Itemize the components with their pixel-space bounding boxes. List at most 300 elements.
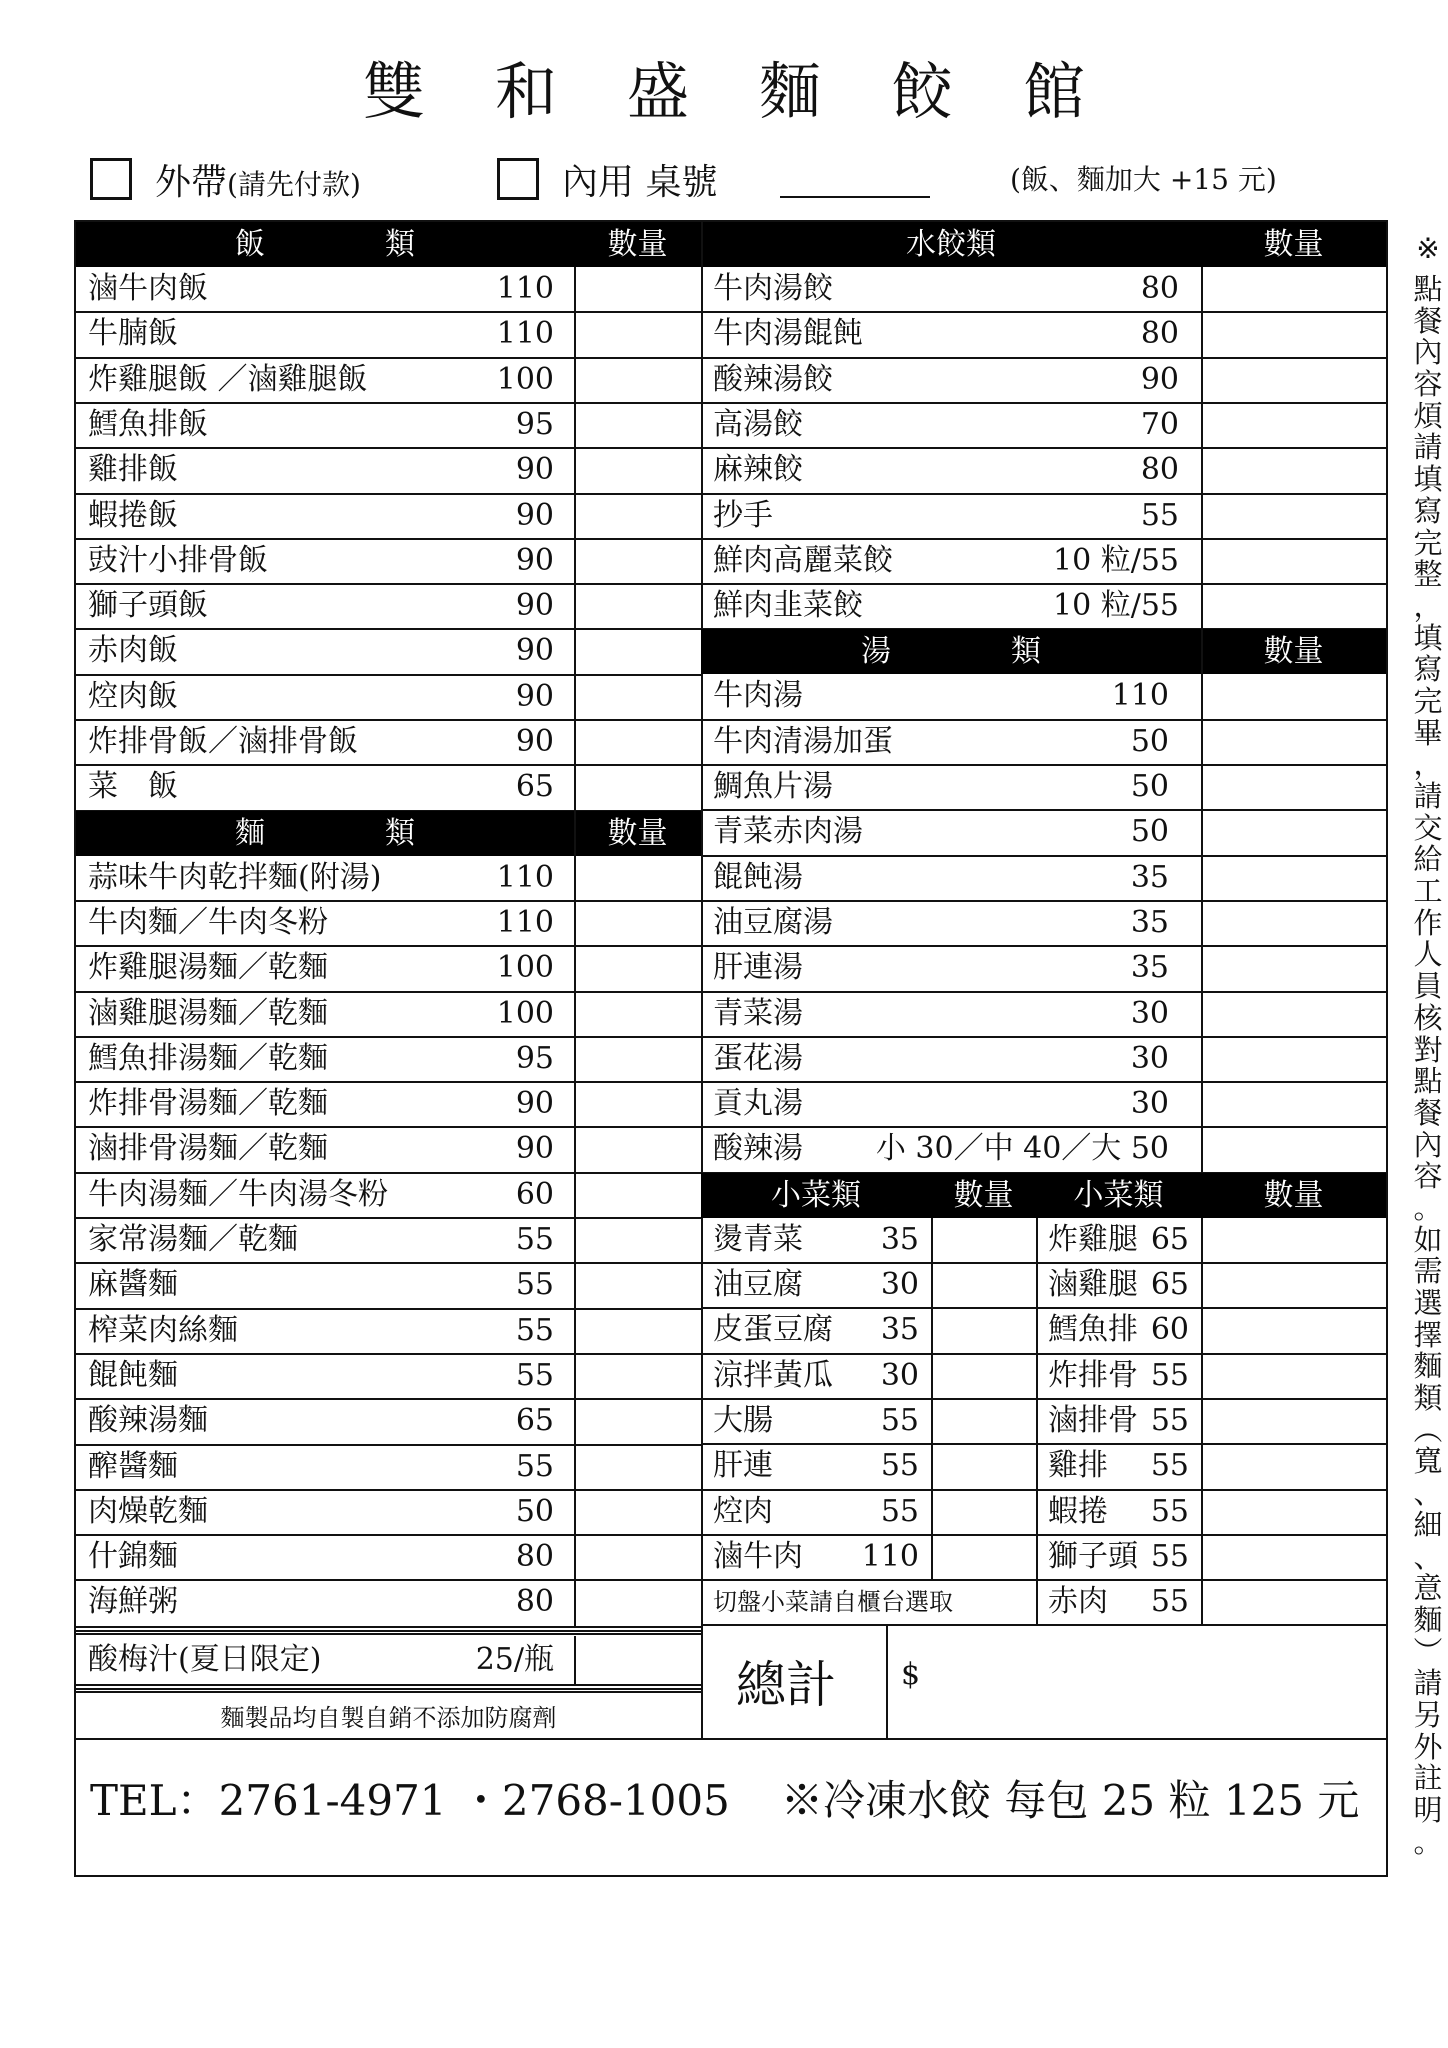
dumpling-item-price: 80 [1140, 316, 1179, 352]
sides-b-item [1036, 1580, 1201, 1624]
sides-note: 切盤小菜請自櫃台選取 [713, 1588, 953, 1617]
note-char: 對 [1413, 1032, 1443, 1067]
noodle-item-price: 55 [515, 1448, 554, 1484]
soup-item-price: 30 [1130, 1040, 1169, 1076]
rice-item-price: 90 [515, 724, 554, 759]
divider [76, 1691, 701, 1693]
order-form [74, 220, 1443, 1877]
soup-item-price: 35 [1130, 859, 1169, 895]
noodle-item-name: 炸雞腿湯麵／乾麵 [88, 950, 328, 986]
noodle-item-name: 鱈魚排湯麵／乾麵 [88, 1040, 328, 1076]
dumpling-item-name: 高湯餃 [713, 406, 803, 442]
soup-item-name: 青菜赤肉湯 [713, 814, 863, 850]
sides-b-item-name: 雞排 [1048, 1448, 1108, 1484]
total-divider [886, 1625, 888, 1737]
note-char: 另 [1413, 1697, 1443, 1732]
dumpling-item-name: 鮮肉韭菜餃 [713, 588, 863, 624]
note-char: 選 [1413, 1286, 1443, 1320]
note-char: 人 [1413, 937, 1443, 972]
noodle-item [76, 1580, 574, 1624]
sides-a-item [701, 1490, 931, 1534]
noodle-item-name: 什錦麵 [88, 1539, 178, 1575]
takeout-label: 外帶 [155, 162, 228, 203]
sides-a-item-name: 燙青菜 [713, 1221, 803, 1257]
sides-a-item-name: 肝連 [713, 1448, 773, 1484]
total-currency: $ [901, 1657, 921, 1693]
sides-a-header: 小菜類 [701, 1173, 931, 1218]
soup-item-price: 35 [1130, 904, 1169, 940]
dumpling-item [701, 584, 1201, 628]
noodle-item [76, 1309, 574, 1353]
divider [76, 1630, 701, 1632]
dumpling-item-price: 80 [1140, 452, 1179, 488]
soup-item [701, 856, 1201, 900]
note-char: 工 [1413, 874, 1443, 909]
sides-b-item [1036, 1263, 1201, 1307]
noodle-item-price: 60 [515, 1176, 554, 1212]
sides-b-item [1036, 1308, 1201, 1352]
noodle-item-name: 麻醬麵 [88, 1267, 178, 1303]
right-qty-column [1201, 267, 1203, 1173]
divider [76, 1684, 701, 1686]
sides-a-item [701, 1218, 931, 1262]
note-char: ， [1413, 588, 1443, 623]
divider [701, 1579, 1386, 1581]
sides-a-item [701, 1444, 931, 1488]
rice-item-price: 110 [496, 316, 554, 352]
rice-item [76, 448, 574, 492]
noodle-item [76, 946, 574, 990]
note-char: 寬 [1413, 1444, 1443, 1479]
note-char: 寫 [1413, 493, 1443, 528]
drink-qty-column [574, 1636, 576, 1684]
soup-item-name: 油豆腐湯 [713, 904, 833, 940]
soup-header: 湯 類 [701, 629, 1201, 674]
sides-a-item-name: 焢肉 [713, 1493, 773, 1529]
noodle-item-name: 炸排骨湯麵／乾麵 [88, 1086, 328, 1122]
rice-item-name: 雞排飯 [88, 452, 178, 488]
soup-item [701, 765, 1201, 809]
rice-item [76, 312, 574, 356]
noodle-item-price: 55 [515, 1222, 554, 1257]
sides-a-item-price: 35 [880, 1312, 919, 1348]
divider [701, 1443, 1386, 1445]
sides-b-item [1036, 1218, 1201, 1262]
sides-a-item-price: 110 [861, 1538, 919, 1574]
soup-item-price: 50 [1130, 769, 1169, 804]
sides-a-item [701, 1308, 931, 1352]
note-char: ， [1413, 747, 1443, 782]
sides-b-item-name: 獅子頭 [1048, 1538, 1138, 1574]
note-char: 點 [1413, 272, 1443, 306]
sides-b-item [1036, 1399, 1201, 1443]
noodle-item-price: 95 [515, 1040, 554, 1076]
dumpling-item-price: 10 粒/55 [1053, 542, 1179, 578]
sides-b-item-name: 炸排骨 [1048, 1357, 1138, 1393]
takeout-checkbox[interactable] [90, 158, 132, 200]
note-char: 、 [1413, 1539, 1443, 1574]
sides-b-item-price: 65 [1150, 1267, 1189, 1302]
sides-b-qty-column [1201, 1218, 1203, 1626]
soup-item-price: 30 [1130, 995, 1169, 1031]
sides-b-item-price: 55 [1150, 1493, 1189, 1529]
note-char: 需 [1413, 1254, 1443, 1289]
noodle-item-price: 100 [496, 950, 554, 986]
dumpling-qty-header: 數量 [1201, 222, 1386, 267]
divider [701, 1307, 1386, 1309]
rice-item-name: 鱈魚排飯 [88, 406, 208, 442]
sides-b-item-price: 55 [1150, 1402, 1189, 1438]
noodle-item-name: 牛肉麵／牛肉冬粉 [88, 904, 328, 940]
table-number-field[interactable] [780, 196, 930, 198]
note-char: 請 [1413, 430, 1443, 465]
rice-item-name: 炸雞腿飯 ／滷雞腿飯 [88, 361, 368, 397]
noodle-item-price: 55 [515, 1267, 554, 1303]
note-vertical-text [1388, 274, 1448, 1864]
rice-item-price: 90 [515, 452, 554, 488]
note-char: 寫 [1413, 652, 1443, 687]
note-char: 、 [1413, 1476, 1443, 1511]
soup-item-name: 酸辣湯 [713, 1131, 803, 1167]
noodle-item [76, 1445, 574, 1489]
dumpling-item [701, 267, 1201, 311]
note-char: 內 [1413, 1127, 1443, 1162]
sides-b-item [1036, 1354, 1201, 1398]
dumpling-header: 水餃類 [701, 222, 1201, 267]
note-char: 。 [1413, 1824, 1443, 1859]
dumpling-item-name: 牛肉湯餃 [713, 271, 833, 306]
dumpling-item [701, 539, 1201, 583]
sides-b-item-name: 蝦捲 [1048, 1493, 1108, 1529]
note-char: 如 [1413, 1222, 1443, 1257]
note-char: 點 [1413, 1064, 1443, 1099]
sides-b-item-name: 赤肉 [1048, 1584, 1108, 1620]
sides-b-column [1036, 1218, 1038, 1626]
footer-frozen: ※冷凍水餃 每包 25 粒 125 元 [781, 1775, 1360, 1825]
note-char: 。 [1413, 1190, 1443, 1225]
note-char: 交 [1413, 810, 1443, 845]
noodle-item-name: 酸辣湯麵 [88, 1403, 208, 1439]
soup-item [701, 1127, 1201, 1171]
rice-item-name: 焢肉飯 [88, 678, 178, 714]
note-char: 員 [1413, 969, 1443, 1004]
note-char: 外 [1413, 1729, 1443, 1764]
rice-item [76, 267, 574, 311]
sides-b-header: 小菜類 [1036, 1173, 1201, 1218]
sides-a-item-name: 滷牛肉 [713, 1538, 803, 1574]
note-char: 完 [1413, 683, 1443, 718]
noodle-qty-header: 數量 [574, 811, 701, 856]
sides-b-qty-header: 數量 [1201, 1173, 1386, 1218]
noodle-item-name: 家常湯麵／乾麵 [88, 1222, 298, 1257]
sides-a-item-price: 55 [880, 1493, 919, 1529]
sides-a-item-price: 55 [880, 1402, 919, 1438]
sides-b-item-price: 60 [1150, 1312, 1189, 1348]
rice-item [76, 629, 574, 673]
soup-item-price: 30 [1130, 1086, 1169, 1122]
divider [701, 1624, 1386, 1626]
noodle-item-price: 90 [515, 1131, 554, 1167]
note-char: ︵ [1413, 1412, 1443, 1447]
noodle-item [76, 1037, 574, 1081]
rice-item-name: 菜 飯 [88, 769, 178, 805]
noodle-item-name: 醡醬麵 [88, 1448, 178, 1484]
sides-a-item-name: 大腸 [713, 1402, 773, 1438]
sides-b-item-price: 55 [1150, 1538, 1189, 1574]
dumpling-item-price: 70 [1140, 406, 1179, 442]
rice-item [76, 765, 574, 809]
soup-item [701, 946, 1201, 990]
sides-a-item [701, 1399, 931, 1443]
noodle-item-name: 牛肉湯麵／牛肉湯冬粉 [88, 1176, 388, 1212]
page-title: 雙和盛麵餃館 [362, 55, 1155, 128]
note-char: 畢 [1413, 715, 1443, 750]
noodle-item [76, 1354, 574, 1398]
order-type-row [0, 150, 1448, 210]
note-char: 餐 [1413, 1095, 1443, 1130]
note-char: 核 [1413, 1000, 1443, 1035]
note-char: 餐 [1413, 303, 1443, 338]
note-char: 細 [1413, 1507, 1443, 1542]
note-char: 麵 [1413, 1349, 1443, 1384]
noodle-item [76, 1218, 574, 1262]
drink-item [76, 1638, 574, 1682]
noodle-item-name: 海鮮粥 [88, 1584, 178, 1620]
soup-item-name: 牛肉湯 [713, 678, 803, 714]
soup-item [701, 674, 1201, 718]
note-char: 請 [1413, 1666, 1443, 1701]
divider [701, 1353, 1386, 1355]
rice-item [76, 720, 574, 764]
soup-item-price: 50 [1130, 814, 1169, 850]
rice-item-price: 90 [515, 497, 554, 533]
dumpling-item [701, 312, 1201, 356]
soup-item-price: 50 [1130, 723, 1169, 759]
sides-a-item [701, 1354, 931, 1398]
total-amount-field[interactable] [926, 1635, 1366, 1705]
side-note [1386, 222, 1448, 1875]
noodle-item [76, 1263, 574, 1307]
note-char: 請 [1413, 779, 1443, 813]
noodle-item-price: 80 [515, 1584, 554, 1620]
noodle-item-name: 榨菜肉絲麵 [88, 1312, 238, 1348]
dumpling-item-name: 鮮肉高麗菜餃 [713, 542, 893, 578]
note-char: 內 [1413, 335, 1443, 370]
rice-item [76, 675, 574, 719]
noodle-item-price: 55 [515, 1312, 554, 1348]
noodle-item-price: 100 [496, 995, 554, 1031]
upsize-note: (飯、麵加大 +15 元) [1010, 163, 1277, 196]
note-mark: ※ [1416, 232, 1440, 265]
sides-a-qty-column [931, 1218, 933, 1580]
soup-item-price: 35 [1130, 950, 1169, 986]
noodle-item [76, 1082, 574, 1126]
note-char: 明 [1413, 1793, 1443, 1827]
note-char: 意 [1413, 1571, 1443, 1606]
noodle-item-name: 滷雞腿湯麵／乾麵 [88, 995, 328, 1031]
sides-b-item-name: 炸雞腿 [1048, 1221, 1138, 1257]
noodle-item-price: 110 [496, 859, 554, 895]
soup-item [701, 720, 1201, 764]
note-char: 擇 [1413, 1317, 1443, 1352]
soup-item [701, 1082, 1201, 1126]
sides-a-item-name: 涼拌黃瓜 [713, 1357, 833, 1393]
note-char: ︶ [1413, 1634, 1443, 1669]
sides-b-item-price: 55 [1150, 1357, 1189, 1393]
divider [76, 1633, 701, 1635]
noodle-item-price: 80 [515, 1539, 554, 1575]
sides-a-item-price: 30 [880, 1267, 919, 1302]
soup-item-price: 小 30／中 40／大 50 [875, 1131, 1169, 1167]
sides-a-item-name: 油豆腐 [713, 1267, 803, 1302]
noodle-item [76, 1535, 574, 1579]
rice-item-name: 赤肉飯 [88, 633, 178, 669]
noodle-item [76, 856, 574, 900]
dumpling-item-price: 90 [1140, 361, 1179, 397]
rice-item-name: 牛腩飯 [88, 316, 178, 352]
sides-b-item-price: 55 [1150, 1584, 1189, 1620]
noodle-item [76, 1127, 574, 1171]
rice-item [76, 584, 574, 628]
footer-tel: TEL：2761-4971 ・2768-1005 [90, 1775, 730, 1825]
noodle-header: 麵 類 [76, 811, 574, 856]
dumpling-item-price: 10 粒/55 [1053, 588, 1179, 624]
rice-header: 飯 類 [76, 222, 574, 267]
dumpling-item-name: 抄手 [713, 497, 773, 533]
divider [76, 1688, 701, 1690]
sides-b-item-name: 鱈魚排 [1048, 1312, 1138, 1348]
rice-qty-column [574, 267, 576, 1626]
rice-item-price: 90 [515, 633, 554, 669]
dinein-label: 內用 桌號 [562, 162, 718, 203]
note-char: 給 [1413, 842, 1443, 877]
soup-item [701, 992, 1201, 1036]
dumpling-item-name: 酸辣湯餃 [713, 361, 833, 397]
noodle-item [76, 1490, 574, 1534]
sides-a-item-name: 皮蛋豆腐 [713, 1312, 833, 1348]
noodle-item-price: 55 [515, 1357, 554, 1393]
rice-item-name: 獅子頭飯 [88, 588, 208, 624]
soup-item-price: 110 [1111, 678, 1169, 714]
sides-b-item-price: 65 [1150, 1221, 1189, 1257]
noodle-item-price: 65 [515, 1403, 554, 1439]
divider [701, 1398, 1386, 1400]
divider [76, 1626, 701, 1628]
rice-item [76, 403, 574, 447]
divider [701, 1534, 1386, 1536]
rice-item-price: 100 [496, 361, 554, 397]
note-char: 完 [1413, 525, 1443, 560]
sides-b-item [1036, 1444, 1201, 1488]
dinein-checkbox[interactable] [497, 158, 539, 200]
dumpling-item [701, 358, 1201, 402]
sides-b-item-name: 滷排骨 [1048, 1402, 1138, 1438]
total-label: 總計 [736, 1656, 836, 1715]
rice-item-price: 90 [515, 588, 554, 624]
sides-a-item-price: 30 [880, 1357, 919, 1393]
rice-item-price: 90 [515, 542, 554, 578]
dumpling-item-price: 55 [1140, 497, 1179, 533]
dumpling-item [701, 448, 1201, 492]
rice-item-name: 滷牛肉飯 [88, 271, 208, 306]
note-char: 容 [1413, 1159, 1443, 1194]
rice-item-price: 110 [496, 271, 554, 306]
soup-item-name: 鯛魚片湯 [713, 769, 833, 804]
soup-item-name: 餛飩湯 [713, 859, 803, 895]
sides-b-item [1036, 1535, 1201, 1579]
note-char: 填 [1413, 620, 1443, 655]
noodle-item-price: 90 [515, 1086, 554, 1122]
noodle-item-price: 50 [515, 1493, 554, 1529]
note-char: 容 [1413, 367, 1443, 402]
sides-a-item [701, 1535, 931, 1579]
sides-a-item [701, 1263, 931, 1307]
sides-a-item-price: 55 [880, 1448, 919, 1484]
note-char: 整 [1413, 557, 1443, 592]
sides-b-item-price: 55 [1150, 1448, 1189, 1484]
note-char: 麵 [1413, 1602, 1443, 1637]
rice-item-name: 蝦捲飯 [88, 497, 178, 533]
drink-item-price: 25/瓶 [475, 1641, 554, 1677]
sides-b-item-name: 滷雞腿 [1048, 1267, 1138, 1302]
rice-item-name: 炸排骨飯／滷排骨飯 [88, 724, 358, 759]
noodle-item-price: 110 [496, 904, 554, 940]
rice-item-price: 95 [515, 406, 554, 442]
soup-item [701, 901, 1201, 945]
dumpling-item [701, 403, 1201, 447]
noodle-item-name: 餛飩麵 [88, 1357, 178, 1393]
noodle-item-name: 肉燥乾麵 [88, 1493, 208, 1529]
takeout-note: (請先付款) [227, 168, 361, 201]
table-bottom [76, 1738, 1386, 1740]
soup-item-name: 肝連湯 [713, 950, 803, 986]
noodle-item-name: 蒜味牛肉乾拌麵(附湯) [88, 859, 382, 895]
note-char: 填 [1413, 462, 1443, 497]
noodle-item [76, 992, 574, 1036]
note-char: 註 [1413, 1761, 1443, 1796]
soup-item [701, 810, 1201, 854]
soup-item-name: 青菜湯 [713, 995, 803, 1031]
divider [701, 1489, 1386, 1491]
rice-item [76, 358, 574, 402]
dumpling-item-name: 牛肉湯餛飩 [713, 316, 863, 352]
soup-item-name: 牛肉清湯加蛋 [713, 723, 893, 759]
dumpling-item-name: 麻辣餃 [713, 452, 803, 488]
sides-a-qty-header: 數量 [931, 1173, 1036, 1218]
divider [701, 1262, 1386, 1264]
rice-qty-header: 數量 [574, 222, 701, 267]
drink-item-name: 酸梅汁(夏日限定) [88, 1641, 322, 1677]
soup-qty-header: 數量 [1201, 629, 1386, 674]
noodle-item-name: 滷排骨湯麵／乾麵 [88, 1131, 328, 1167]
noodle-item [76, 901, 574, 945]
dumpling-item-price: 80 [1140, 271, 1179, 306]
rice-item [76, 494, 574, 538]
soup-item-name: 蛋花湯 [713, 1040, 803, 1076]
noodle-item [76, 1173, 574, 1217]
sides-a-item-price: 35 [880, 1221, 919, 1257]
rice-item-price: 90 [515, 678, 554, 714]
rice-item [76, 539, 574, 583]
notice-text: 麵製品均自製自銷不添加防腐劑 [220, 1703, 557, 1732]
rice-item-price: 65 [515, 769, 554, 805]
note-char: 作 [1413, 905, 1443, 940]
sides-b-item [1036, 1490, 1201, 1534]
rice-item-name: 豉汁小排骨飯 [88, 542, 268, 578]
note-char: 煩 [1413, 398, 1443, 433]
soup-item-name: 貢丸湯 [713, 1086, 803, 1122]
soup-item [701, 1037, 1201, 1081]
